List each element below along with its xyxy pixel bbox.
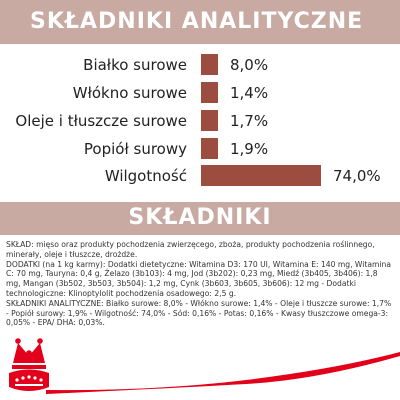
analytical-row-bar <box>201 54 218 75</box>
analytical-row-label: Popiół surowy <box>83 140 187 158</box>
analytical-row-value: 1,7% <box>230 112 269 130</box>
ingredients-header-title: SKŁADNIKI <box>128 205 272 230</box>
analytical-paragraph: SKŁADNIKI ANALITYCZNE: Białko surowe: 8,0% - Włókno surowe: 1,4% - Oleje i tłuszcze surowe: 1,7% - Popiół surowy: 1,9% - Wilgotność: 74,0% - Sód: 0,16% - Potas: 0,16% - Kwasy tłuszczowe omega-3: 0,05% - EPA/ DHA: 0,03%. <box>6 298 392 328</box>
composition-paragraph: SKŁAD: mięso oraz produkty pochodzenia zwierzęcego, zboża, produkty pochodzenia roślinnego, minerały, oleje i tłuszcze, drożdże. <box>6 240 375 259</box>
analytical-row-bar <box>201 82 218 103</box>
analytical-row-value: 8,0% <box>230 56 269 74</box>
analytical-row-value: 74,0% <box>333 167 381 185</box>
red-wave <box>46 352 400 394</box>
analytical-row-label: Oleje i tłuszcze surowe <box>15 112 187 130</box>
analytical-row-value: 1,4% <box>230 84 269 102</box>
analytical-row <box>0 163 400 189</box>
analytical-row <box>0 80 400 106</box>
analytical-row-bar <box>201 165 321 186</box>
analytical-row <box>0 52 400 78</box>
analytical-row-label: Białko surowe <box>83 56 187 74</box>
analytical-row-label: Wilgotność <box>104 167 187 185</box>
additives-paragraph: DODATKI (na 1 kg karmy): Dodatki dietetyczne: Witamina D3: 170 UI, Witamina E: 140 mg, Witamina C: 70 mg, Tauryna: 0,4 g, Żelazo (3b103): 4 mg, Jod (3b202): 0,23 mg, Miedź (3b405, 3b406): 1,8 mg, Mangan (3b502, 3b503, 3b504): 1,2 mg, Cynk (3b603, 3b605, 3b606): 12 mg - Dodatki technologiczne: Klinoptylolit pochodzenia osadowego: 2,5 g. <box>6 259 391 298</box>
analytical-row-bar <box>201 110 218 131</box>
brand-wave-decoration <box>46 350 400 394</box>
analytical-row-label: Włókno surowe <box>72 84 187 102</box>
analytical-row <box>0 136 400 162</box>
ingredients-text <box>6 240 394 328</box>
royal-canin-crown-logo <box>5 333 53 395</box>
analytical-row <box>0 108 400 134</box>
analytical-row-value: 1,9% <box>230 140 269 158</box>
analytical-header-title: SKŁADNIKI ANALITYCZNE <box>30 9 364 34</box>
analytical-row-bar <box>201 138 218 159</box>
